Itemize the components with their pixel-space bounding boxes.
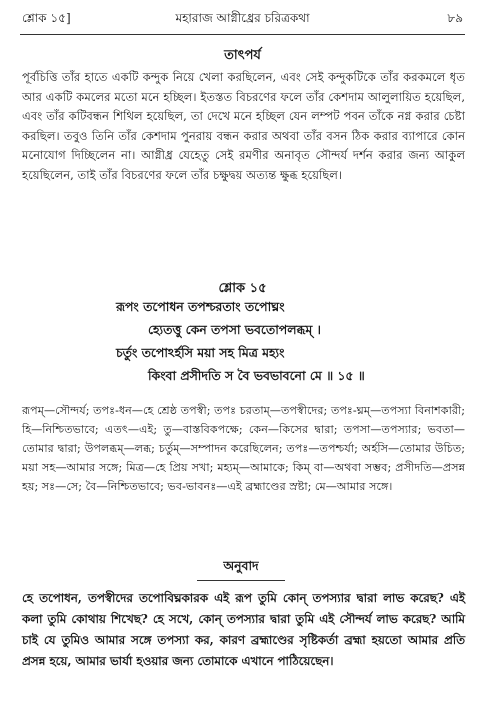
verse-line-1: রূপং তপোধন তপশ্চরতাং তপোঘ্নং: [116, 299, 285, 314]
synonyms-text: রূপম্—সৌন্দর্য; তপঃ-ধন—হে শ্রেষ্ঠ তপস্বী; তপঃ চরতাম্—তপস্বীদের; তপঃ-ঘ্নম্—তপস্যা বিনাশকারী; হি—নিশ্চিতভাবে; এতৎ—এই; তু—বাস্তবিকপক্ষে; কেন—কিসের দ্বারা; তপসা—তপস্যার; ভবতা—তোমার দ্বারা; উপলব্ধম্—লব্ধ; চর্তুম্—সম্পাদন করেছিলেন; তপঃ—তপশ্চর্যা; অর্হসি—তোমার উচিত; ময়া সহ—আমার সঙ্গে; মিত্র—হে প্রিয় সখা; মহ্যম্—আমাকে; কিম্ বা—অথবা সম্ভব; প্রসীদতি—প্রসন্ন হয়; সঃ—সে; বৈ—নিশ্চিতভাবে; ভব-ভাবনঃ—এই ব্রহ্মাণ্ডের স্রষ্টা; মে—আমার সঙ্গে।: [22, 404, 465, 493]
verse-line-2: হ্যেতত্তু কেন তপসা ভবতোপলব্ধম্ ।: [148, 322, 321, 337]
translation-text: হে তপোধন, তপস্বীদের তপোবিঘ্নকারক এই রূপ তুমি কোন্ তপস্যার দ্বারা লাভ করেছ? এই কলা তুমি কোথায় শিখেছ? হে সখে, কোন্ তপস্যার দ্বারা তুমি এই সৌন্দর্য লাভ করেছ? আমি চাই যে তুমিও আমার সঙ্গে তপস্যা কর, কারণ ব্রহ্মাণ্ডের সৃষ্টিকর্তা ব্রহ্মা হয়তো আমার প্রতি প্রসন্ন হয়ে, আমার ভার্যা হওয়ার জন্য তোমাকে এখানে পাঠিয়েছেন।: [22, 591, 465, 668]
purport-heading: তাৎপর্য: [224, 48, 261, 63]
verse-line-4: কিংবা প্রসীদতি স বৈ ভবভাবনো মে ॥ ১৫ ॥: [148, 368, 365, 383]
header-verse-ref: শ্লোক ১৫]: [22, 11, 71, 25]
header-chapter-title: মহারাজ আগ্নীধ্রের চরিত্রকথা: [175, 11, 310, 25]
header-rule: [20, 34, 465, 35]
verse-title: শ্লোক ১৫: [218, 281, 267, 296]
running-header: [22, 8, 463, 30]
translation-heading: অনুবাদ: [197, 558, 285, 581]
header-page-number: ৮৯: [447, 11, 463, 25]
verse-line-3: চর্তুং তপোঽর্হসি ময়া সহ মিত্র মহ্যং: [116, 345, 285, 360]
purport-text: পূর্বচিত্তি তাঁর হাতে একটি কন্দুক নিয়ে খেলা করছিলেন, এবং সেই কন্দুকটিকে তাঁর করকমলে ধৃত আর একটি কমলের মতো মনে হচ্ছিল। ইতস্তত বিচরণের ফলে তাঁর কেশদাম আলুলায়িত হয়েছিল, এবং তাঁর কটিবন্ধন শিথিল হয়েছিল, তা দেখে মনে হচ্ছিল যেন লম্পট পবন তাঁকে নগ্ন করার চেষ্টা করছিল। তবুও তিনি তাঁর কেশদাম পুনরায় বন্ধন করার অথবা তাঁর বসন ঠিক করার ব্যাপারে কোন মনোযোগ দিচ্ছিলেন না। আগ্নীধ্র যেহেতু সেই রমণীর অনাবৃত সৌন্দর্য দর্শন করার জন্য আকুল হয়েছিলেন, তাই তাঁর বিচরণের ফলে তাঁর চক্ষুদ্বয় অত্যন্ত ক্ষুব্ধ হয়েছিল।: [22, 70, 465, 182]
